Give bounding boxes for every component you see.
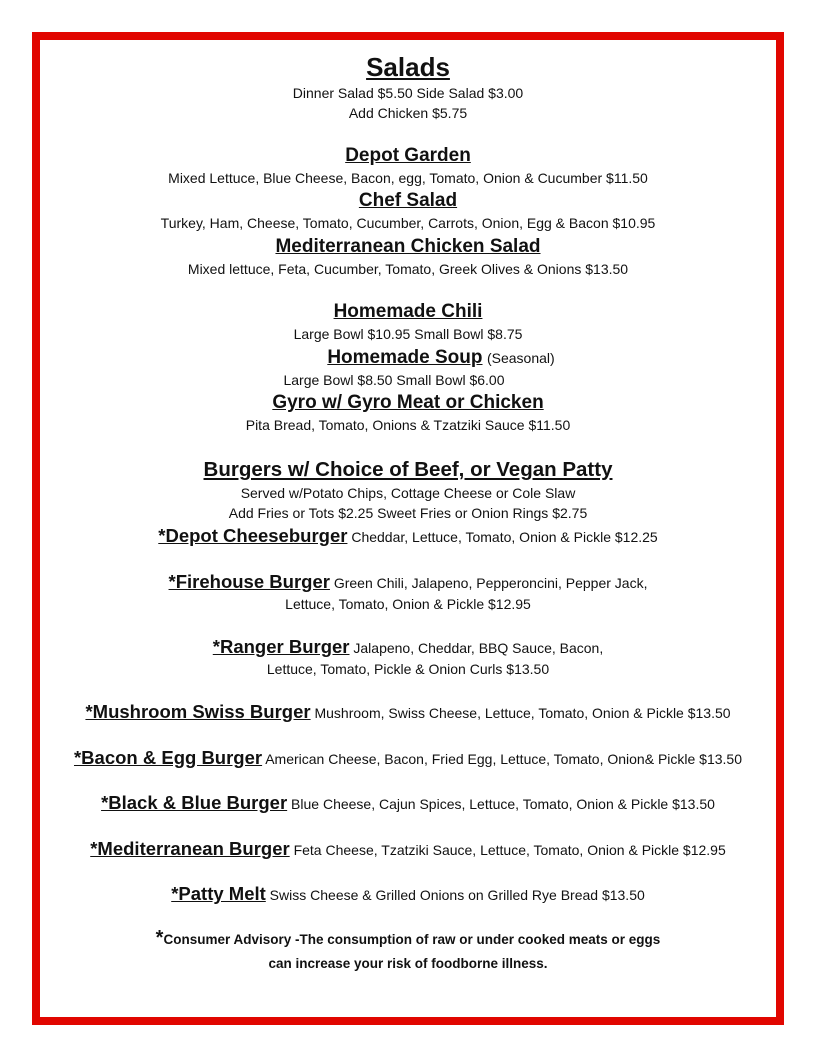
burger-name: *Mediterranean Burger (90, 838, 290, 859)
chili-title: Homemade Chili (333, 301, 483, 322)
soup-title: Homemade Soup (327, 347, 483, 368)
burgers-addons: Add Fries or Tots $2.25 Sweet Fries or Onion Rings $2.75 (228, 505, 588, 521)
burger-name: *Bacon & Egg Burger (73, 747, 263, 768)
burger-item (40, 701, 776, 723)
burger-desc: Blue Cheese, Cajun Spices, Lettuce, Tomato, Onion & Pickle $13.50 (287, 796, 715, 812)
burgers-title: Burgers w/ Choice of Beef, or Vegan Patty (203, 458, 613, 481)
burger-item (40, 571, 776, 593)
soup-seasonal-note: (Seasonal) (486, 350, 555, 366)
burger-desc: Green Chili, Jalapeno, Pepperoncini, Pepper Jack, (329, 575, 648, 591)
burger-name: *Black & Blue Burger (101, 792, 288, 813)
burger-desc-cont: Lettuce, Tomato, Pickle & Onion Curls $13.50 (266, 661, 550, 677)
gyro-title: Gyro w/ Gyro Meat or Chicken (272, 392, 544, 413)
advisory-line1: Consumer Advisory -The consumption of raw or under cooked meats or eggs (163, 932, 661, 947)
gyro-desc: Pita Bread, Tomato, Onions & Tzatziki Sauce $11.50 (245, 417, 571, 433)
burger-desc: Mushroom, Swiss Cheese, Lettuce, Tomato, Onion & Pickle $13.50 (310, 705, 731, 721)
depot-garden-title: Depot Garden (345, 145, 471, 166)
burger-desc: Feta Cheese, Tzatziki Sauce, Lettuce, Tomato, Onion & Pickle $12.95 (289, 842, 726, 858)
burger-desc: Cheddar, Lettuce, Tomato, Onion & Pickle $12.25 (347, 529, 658, 545)
chef-salad-desc: Turkey, Ham, Cheese, Tomato, Cucumber, Carrots, Onion, Egg & Bacon $10.95 (160, 215, 656, 231)
depot-garden-desc: Mixed Lettuce, Blue Cheese, Bacon, egg, Tomato, Onion & Cucumber $11.50 (168, 170, 648, 186)
burger-name: *Patty Melt (171, 883, 266, 904)
burger-item (40, 792, 776, 814)
advisory-star: * (155, 927, 164, 949)
advisory-line2: can increase your risk of foodborne illness. (268, 956, 548, 971)
chili-desc: Large Bowl $10.95 Small Bowl $8.75 (293, 326, 523, 342)
salads-add-chicken: Add Chicken $5.75 (348, 105, 468, 121)
burger-item (40, 525, 776, 547)
med-chicken-salad-title: Mediterranean Chicken Salad (275, 236, 541, 257)
burger-name: *Firehouse Burger (168, 571, 330, 592)
burger-desc: American Cheese, Bacon, Fried Egg, Lettuce, Tomato, Onion& Pickle $13.50 (262, 751, 742, 767)
burger-desc: Swiss Cheese & Grilled Onions on Grilled Rye Bread $13.50 (265, 887, 645, 903)
burger-name: *Depot Cheeseburger (158, 525, 348, 546)
burger-item (40, 636, 776, 658)
burger-name: *Mushroom Swiss Burger (85, 701, 311, 722)
burger-item (40, 838, 776, 860)
burgers-sides: Served w/Potato Chips, Cottage Cheese or Cole Slaw (240, 485, 576, 501)
burger-desc-cont: Lettuce, Tomato, Onion & Pickle $12.95 (285, 596, 531, 612)
salads-title: Salads (366, 52, 450, 82)
consumer-advisory (40, 927, 776, 950)
med-chicken-salad-desc: Mixed lettuce, Feta, Cucumber, Tomato, Greek Olives & Onions $13.50 (187, 261, 629, 277)
burger-item (40, 747, 776, 769)
soup-heading (40, 347, 776, 369)
burger-name: *Ranger Burger (212, 636, 350, 657)
salads-pricing: Dinner Salad $5.50 Side Salad $3.00 (292, 85, 524, 101)
chef-salad-title: Chef Salad (358, 190, 458, 211)
burger-desc: Jalapeno, Cheddar, BBQ Sauce, Bacon, (349, 640, 604, 656)
burger-item (40, 883, 776, 905)
soup-desc: Large Bowl $8.50 Small Bowl $6.00 (283, 372, 505, 388)
